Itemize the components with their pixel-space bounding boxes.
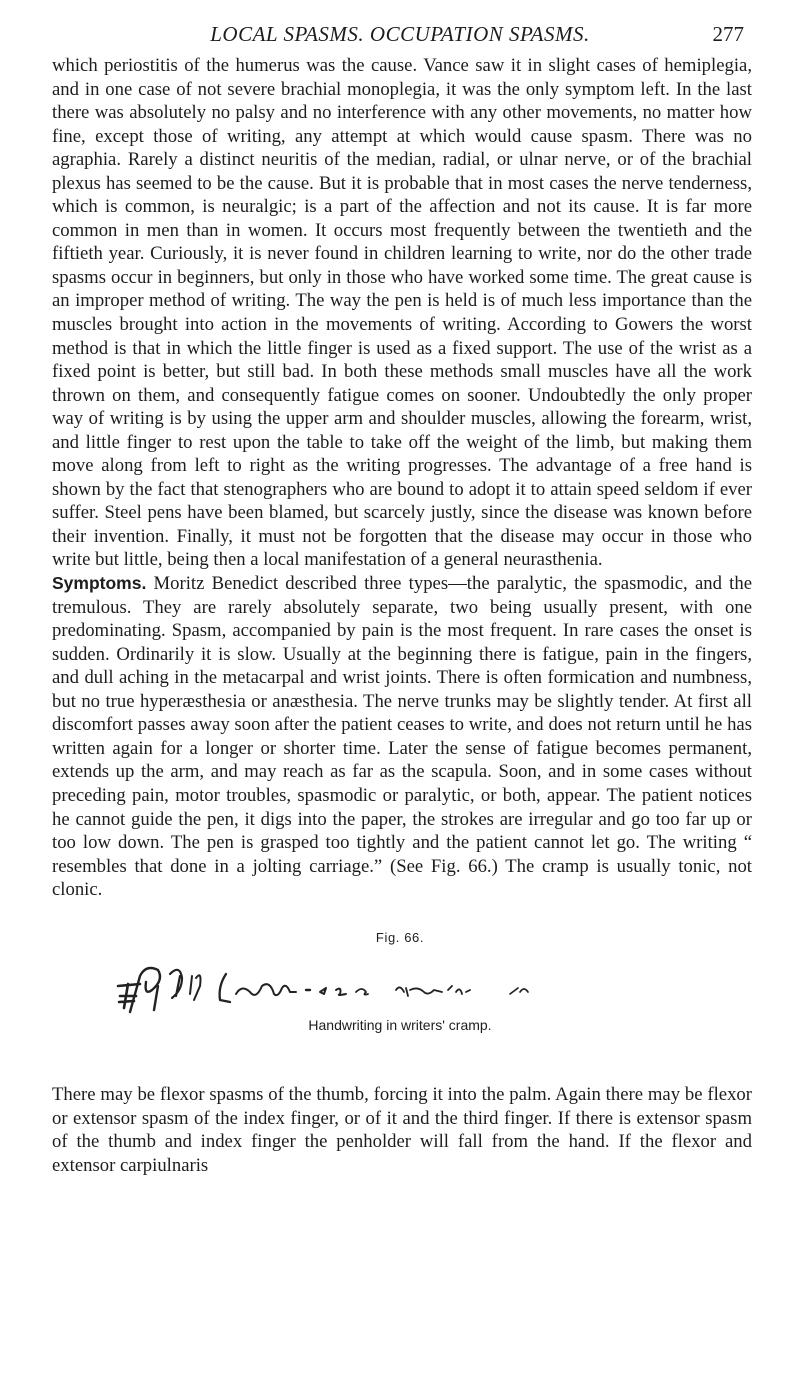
continued-text: [52, 1083, 752, 1177]
page-number: 277: [712, 22, 744, 46]
main-text: [52, 54, 752, 902]
running-title: LOCAL SPASMS. OCCUPATION SPASMS.: [210, 22, 590, 46]
figure-caption: Handwriting in writers' cramp.: [308, 1017, 492, 1033]
paragraph: There may be flexor spasms of the thumb, forcing it into the palm. Again there may be flexor or extensor spasm of the index finger, or of it and the third finger. If there is extensor spasm of the thumb and index finger the penholder will fall from the hand. If the flexor and extensor carpiulnaris: [52, 1084, 752, 1176]
paragraph: which periostitis of the humerus was the cause. Vance saw it in slight cases of hemiplegia, and in one case of not severe brachial monoplegia, it was the only symptom left. In the last there was absolutely no palsy and no interference with any other movements, no matter how fine, except those of writing, any attempt at which would cause spasm. There was no agraphia. Rarely a distinct neuritis of the median, radial, or ulnar nerve, or of the brachial plexus has seemed to be the cause. But it is probable that in most cases the nerve tenderness, which is common, is neuralgic; is a part of the affection and not its cause. It is far more common in men than in women. It occurs most frequently between the twentieth and the fiftieth year. Curiously, it is never found in children learning to write, nor do the other trade spasms occur in beginners, but only in those who have worked some time. The great cause is an improper method of writing. The way the pen is held is of much less importance than the muscles brought into action in the movements of writing. According to Gowers the worst method is that in which the little finger is used as a fixed support. The use of the wrist as a fixed point is better, but still bad. In both these methods small muscles have all the work thrown on them, and consequently fatigue comes on sooner. Undoubtedly the only proper way of writing is by using the upper arm and shoulder muscles, allowing the forearm, wrist, and little finger to rest upon the table to take off the weight of the limb, but making them move along from left to right as the writing progresses. The advantage of a free hand is shown by the fact that stenographers who are bound to adopt it to attain speed seldom if ever suffer. Steel pens have been blamed, but scarcely justly, since the disease was known before their invention. Finally, it must not be forgotten that the disease may occur in those who write but little, being then a local manifestation of a general neurasthenia.: [52, 55, 752, 571]
symptoms-heading: Symptoms.: [52, 573, 147, 594]
figure-66: [0, 930, 800, 1060]
symptoms-text: Moritz Benedict described three types—the paralytic, the spasmodic, and the tremulous. They are rarely absolutely separate, two being usually present, with one predominating. Spasm, accompanied by pain is the most frequent. In rare cases the onset is sudden. Ordinarily it is slow. Usually at the beginning there is fatigue, pain in the fingers, and dull aching in the metacarpal and wrist joints. There is often formication and numbness, but no true hyperæsthesia or anæsthesia. The nerve trunks may be slightly tender. At first all discomfort passes away soon after the patient ceases to write, and does not return until he has written again for a longer or shorter time. Later the sense of fatigue becomes permanent, extends up the arm, and may reach as far as the scapula. Soon, and in some cases without preceding pain, motor troubles, spasmodic or paralytic, or both, appear. The patient notices he cannot guide the pen, it digs into the paper, the strokes are irregular and go too far up or too low down. The pen is grasped too tightly and the patient cannot let go. The writing “ resembles that done in a jolting carriage.” (See Fig. 66.) The cramp is usually tonic, not clonic.: [52, 573, 752, 901]
handwriting-specimen-image: [110, 956, 670, 1016]
figure-label: Fig. 66.: [375, 930, 425, 945]
symptoms-paragraph: [52, 572, 752, 902]
